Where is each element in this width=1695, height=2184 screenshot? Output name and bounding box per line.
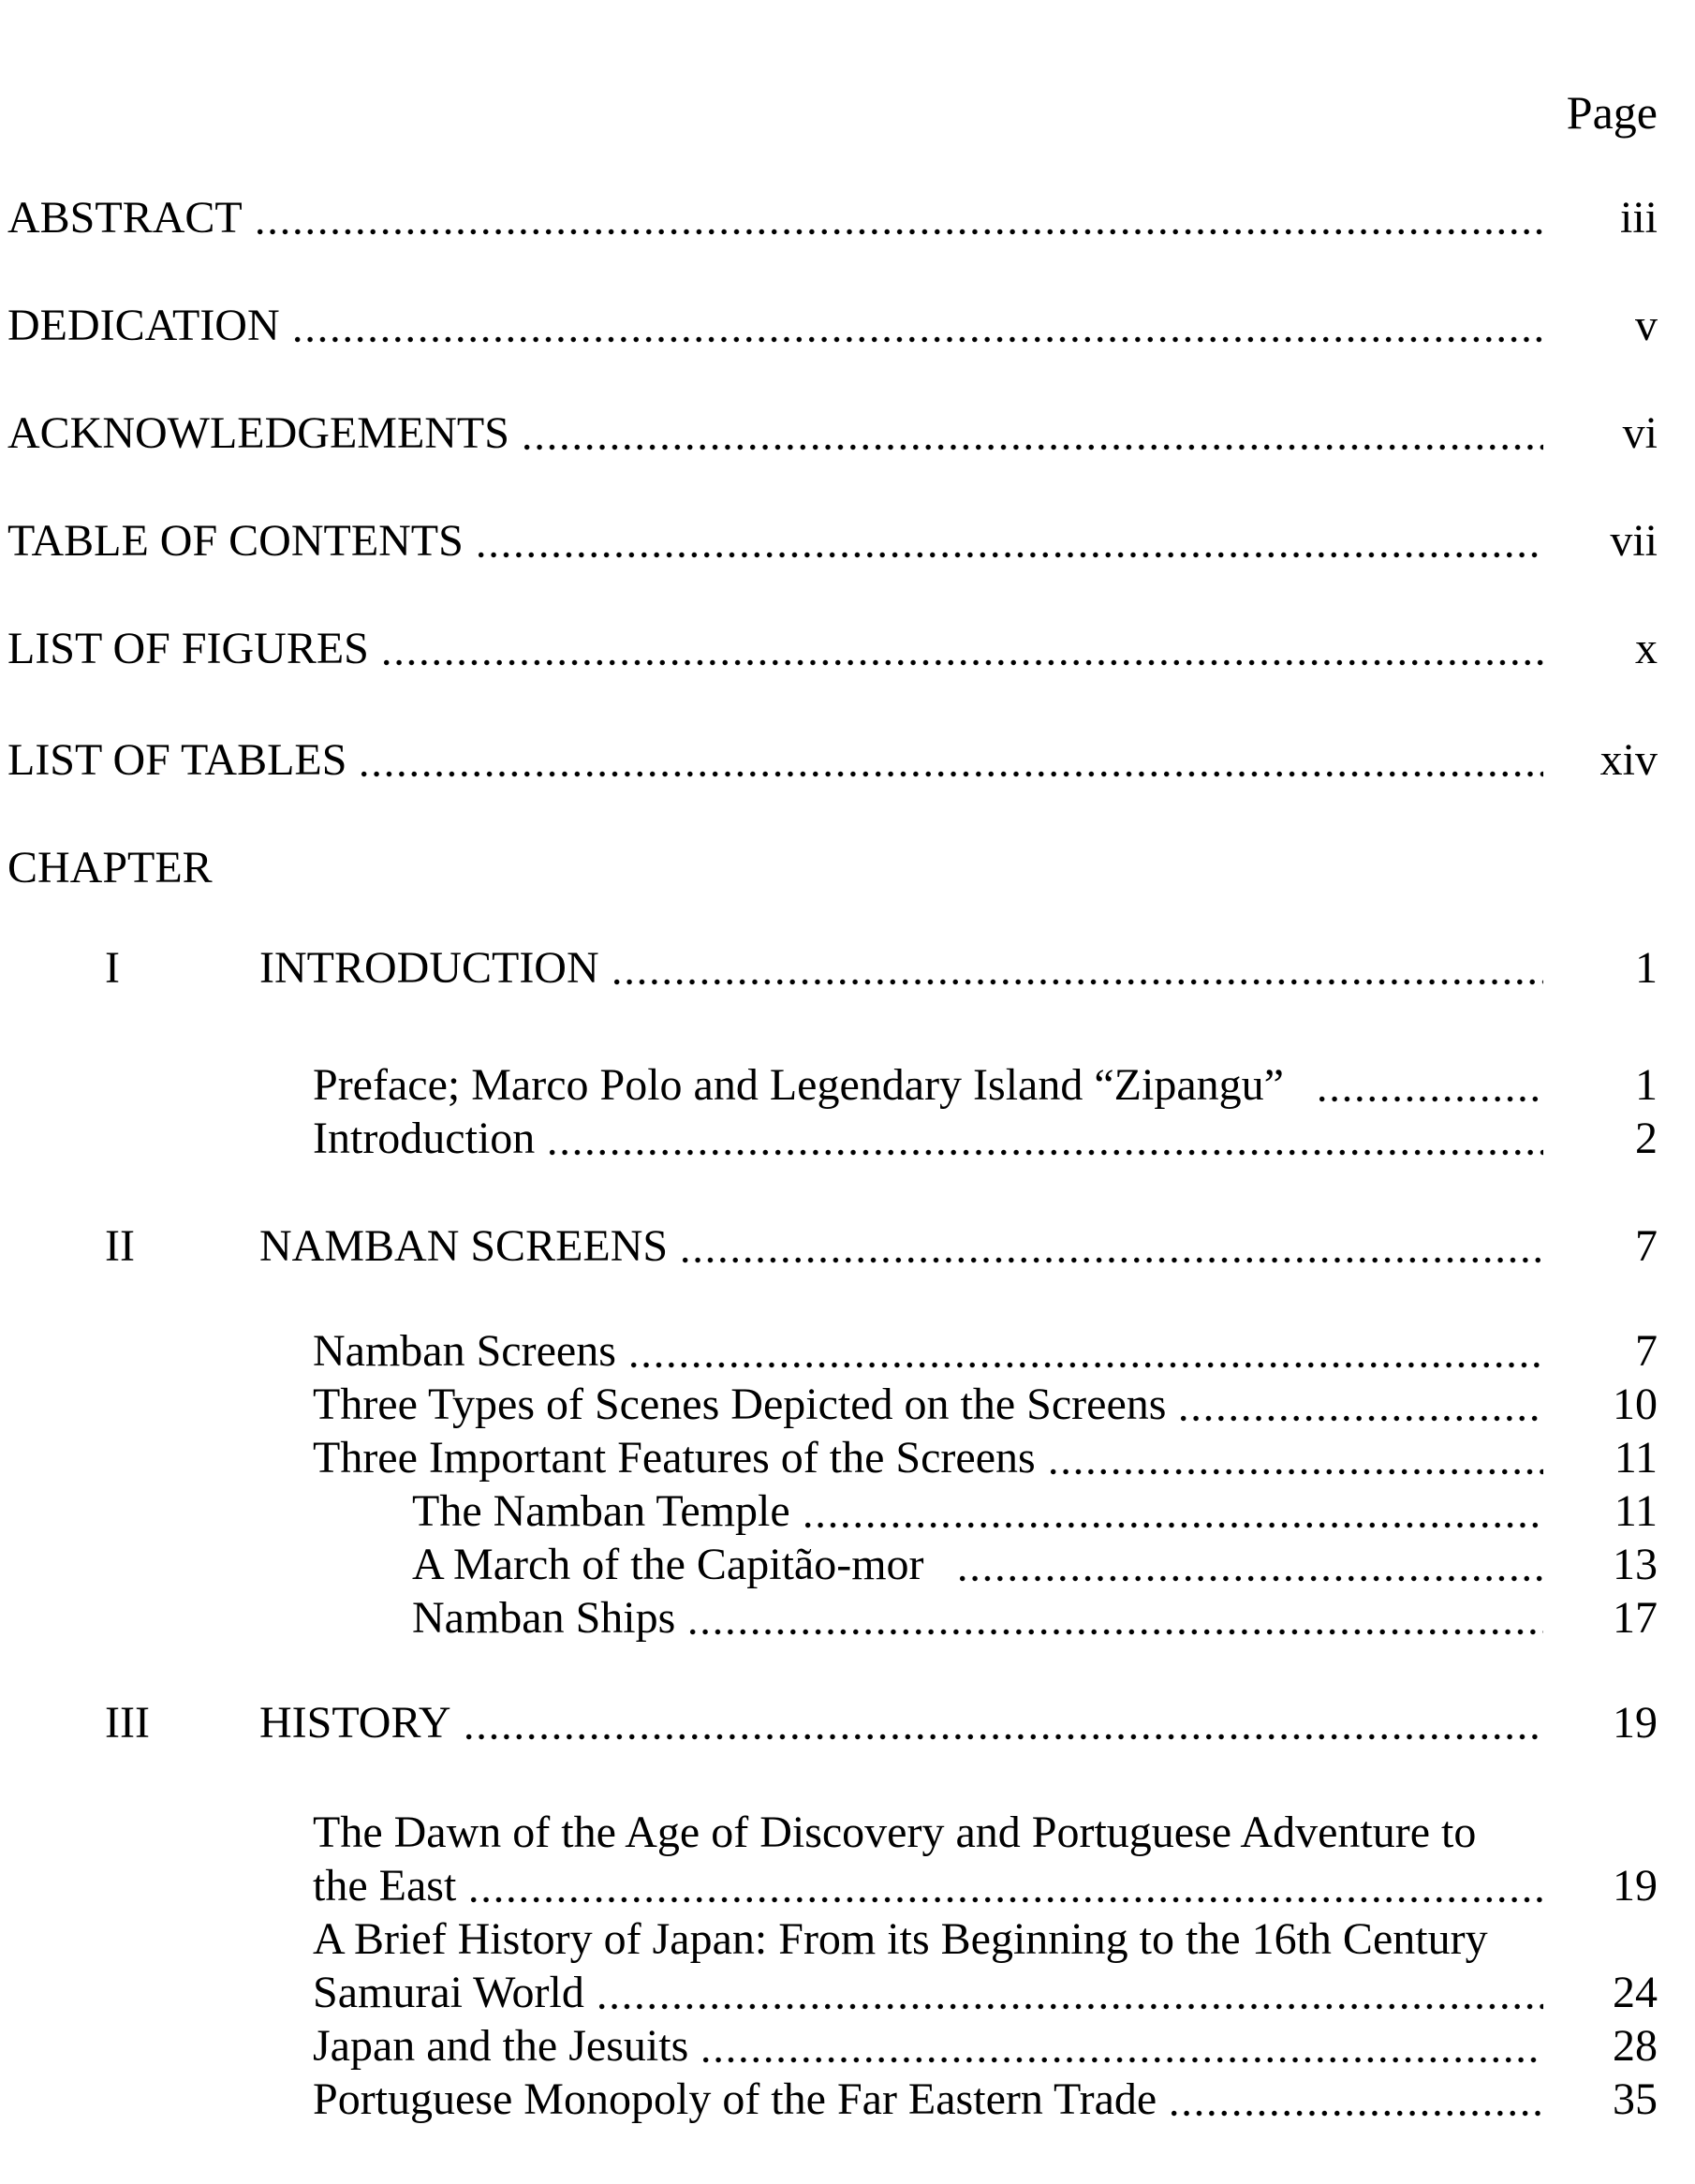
entry-title: The Dawn of the Age of Discovery and Portuguese Adventure to <box>313 1808 1477 1857</box>
page-number: 28 <box>1613 2021 1658 2071</box>
toc-entry-acknowledgements <box>0 406 1695 460</box>
toc-entry-japan-and-the-jesuits <box>0 2019 1695 2073</box>
dot-leader <box>1177 1378 1543 1431</box>
dot-leader <box>611 941 1543 995</box>
entry-title: Introduction <box>313 1114 536 1163</box>
toc-entry-dawn-of-discovery-line1 <box>0 1806 1695 1859</box>
chapter-heading: CHAPTER <box>7 843 213 893</box>
page-number: x <box>1635 624 1658 673</box>
page-column-header: Page <box>1566 86 1658 139</box>
chapter-numeral: II <box>105 1221 135 1271</box>
entry-title: DEDICATION <box>7 301 280 350</box>
page-number: iii <box>1619 193 1658 243</box>
dot-leader <box>380 622 1543 675</box>
entry-title: Namban Screens <box>313 1326 616 1376</box>
entry-title: Three Important Features of the Screens <box>313 1433 1036 1483</box>
entry-title: Preface; Marco Polo and Legendary Island “Zipangu” <box>313 1060 1284 1110</box>
toc-entry-preface <box>0 1058 1695 1112</box>
page-number: v <box>1635 301 1658 350</box>
page-number: vii <box>1610 516 1658 566</box>
entry-title: ACKNOWLEDGEMENTS <box>7 408 509 458</box>
toc-entry-namban-ships <box>0 1591 1695 1645</box>
dot-leader <box>521 406 1543 460</box>
entry-title: LIST OF TABLES <box>7 735 347 785</box>
chapter-numeral: III <box>105 1698 150 1748</box>
page-column-header-row <box>0 86 1695 140</box>
dot-leader <box>956 1538 1543 1591</box>
dot-leader <box>596 1966 1543 2019</box>
dot-leader <box>546 1112 1543 1165</box>
toc-entry-namban-screens <box>0 1324 1695 1378</box>
toc-entry-three-types-of-scenes <box>0 1378 1695 1431</box>
toc-entry-introduction-section <box>0 1112 1695 1165</box>
entry-title: Three Types of Scenes Depicted on the Screens <box>313 1380 1167 1429</box>
toc-entry-portuguese-monopoly <box>0 2073 1695 2126</box>
page-number: 11 <box>1614 1433 1658 1483</box>
entry-title: HISTORY <box>259 1698 451 1748</box>
toc-entry-dedication <box>0 299 1695 352</box>
entry-title: the East <box>313 1861 457 1911</box>
toc-entry-chapter-2 <box>0 1219 1695 1273</box>
page-number: 13 <box>1613 1540 1658 1589</box>
dot-leader <box>627 1324 1543 1378</box>
page-number: 1 <box>1635 943 1658 993</box>
toc-entry-table-of-contents <box>0 514 1695 568</box>
entry-title: INTRODUCTION <box>259 943 599 993</box>
entry-title: Japan and the Jesuits <box>313 2021 689 2071</box>
entry-title: ABSTRACT <box>7 193 243 243</box>
toc-entry-brief-history-line1 <box>0 1912 1695 1966</box>
dot-leader <box>1316 1058 1543 1112</box>
page-number: xiv <box>1599 735 1658 785</box>
entry-title: Samurai World <box>313 1968 584 2017</box>
page-number: 35 <box>1613 2074 1658 2124</box>
dot-leader <box>358 733 1543 787</box>
page-number: 11 <box>1614 1486 1658 1536</box>
page-number: 1 <box>1635 1060 1658 1110</box>
dot-leader <box>700 2019 1543 2073</box>
dot-leader <box>291 299 1543 352</box>
toc-entry-chapter-1 <box>0 941 1695 995</box>
chapter-numeral: I <box>105 943 120 993</box>
entry-title: TABLE OF CONTENTS <box>7 516 464 566</box>
toc-entry-list-of-figures <box>0 622 1695 675</box>
toc-entry-march-of-the-capitao-mor <box>0 1538 1695 1591</box>
entry-title: The Namban Temple <box>412 1486 790 1536</box>
page-number: 19 <box>1613 1698 1658 1748</box>
dot-leader <box>1047 1431 1543 1484</box>
page-number: 10 <box>1613 1380 1658 1429</box>
toc-entry-three-important-features <box>0 1431 1695 1484</box>
toc-entry-brief-history-line2 <box>0 1966 1695 2019</box>
page-number: vi <box>1622 408 1658 458</box>
entry-title: NAMBAN SCREENS <box>259 1221 669 1271</box>
page-number: 7 <box>1635 1221 1658 1271</box>
page-number: 17 <box>1613 1593 1658 1643</box>
toc-page <box>0 86 1695 2184</box>
page-number: 2 <box>1635 1114 1658 1163</box>
dot-leader <box>467 1859 1543 1912</box>
entry-title: Portuguese Monopoly of the Far Eastern Trade <box>313 2074 1157 2124</box>
toc-entry-list-of-tables <box>0 733 1695 787</box>
toc-entry-abstract <box>0 191 1695 244</box>
dot-leader <box>475 514 1543 568</box>
dot-leader <box>1168 2073 1543 2126</box>
dot-leader <box>802 1484 1543 1538</box>
page-number: 24 <box>1613 1968 1658 2017</box>
dot-leader <box>679 1219 1543 1273</box>
toc-entry-namban-temple <box>0 1484 1695 1538</box>
toc-entry-dawn-of-discovery-line2 <box>0 1859 1695 1912</box>
entry-title: LIST OF FIGURES <box>7 624 369 673</box>
entry-title: Namban Ships <box>412 1593 676 1643</box>
entry-title: A Brief History of Japan: From its Beginning to the 16th Century <box>313 1914 1488 1964</box>
dot-leader <box>686 1591 1543 1645</box>
dot-leader <box>463 1696 1544 1749</box>
page-number: 19 <box>1613 1861 1658 1911</box>
dot-leader <box>254 191 1543 244</box>
toc-entry-chapter-3 <box>0 1696 1695 1749</box>
entry-title: A March of the Capitão-mor <box>412 1540 924 1589</box>
page-number: 7 <box>1635 1326 1658 1376</box>
chapter-heading-row <box>0 841 1695 894</box>
